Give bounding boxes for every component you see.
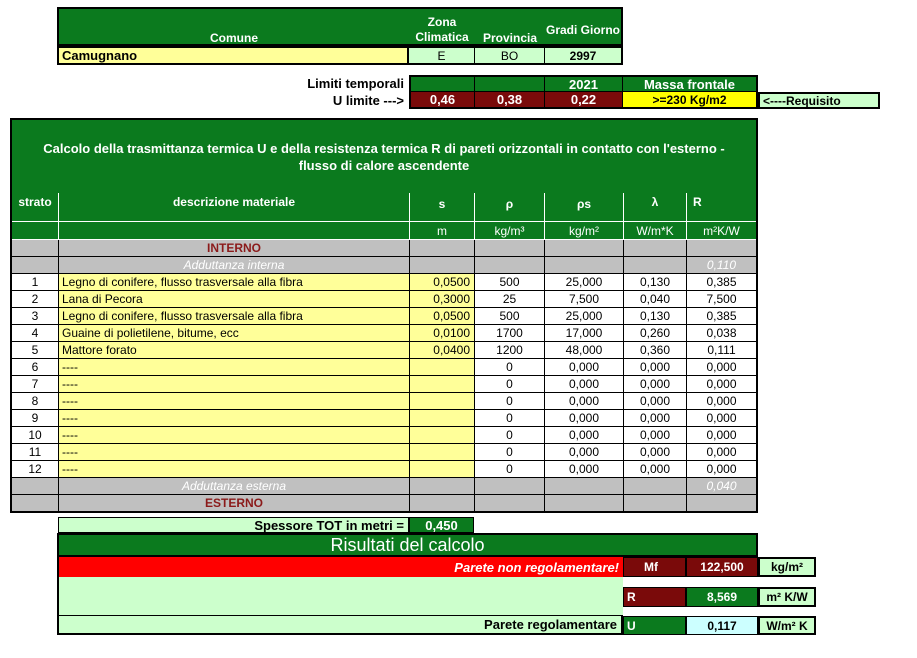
esterno-row — [12, 495, 756, 511]
zona-value: E — [409, 46, 475, 65]
adduttanza-interna-label: Adduttanza interna — [59, 257, 410, 274]
u-limite-value-3: 0,22 — [545, 92, 623, 109]
mf-label: Mf — [623, 557, 686, 577]
results-title: Risultati del calcolo — [57, 533, 758, 557]
adduttanza-esterna-label: Adduttanza esterna — [59, 478, 410, 495]
comune-input[interactable]: Camugnano — [57, 46, 409, 65]
thickness-cell[interactable] — [410, 376, 475, 393]
conductivity-cell: 0,000 — [624, 461, 687, 478]
strato-cell: 3 — [12, 308, 59, 325]
limit-slot-1 — [409, 75, 475, 92]
conductivity-cell: 0,040 — [624, 291, 687, 308]
table-row — [12, 359, 756, 376]
table-row — [12, 274, 756, 291]
unit-lambda: W/m*K — [624, 222, 687, 240]
thickness-cell[interactable]: 0,0400 — [410, 342, 475, 359]
strato-cell: 4 — [12, 325, 59, 342]
col-s: s — [410, 193, 475, 222]
mass-cell: 25,000 — [545, 308, 624, 325]
material-cell[interactable]: ---- — [59, 444, 410, 461]
u-limite-label: U limite ---> — [332, 93, 404, 108]
table-row — [12, 410, 756, 427]
density-cell: 500 — [475, 308, 545, 325]
resistance-cell: 0,000 — [687, 461, 756, 478]
ok-label: Parete regolamentare — [57, 616, 623, 635]
table-row — [12, 342, 756, 359]
material-cell[interactable]: Legno di conifere, flusso trasversale alla fibra — [59, 308, 410, 325]
material-cell[interactable]: Lana di Pecora — [59, 291, 410, 308]
col-rhos: ρs — [545, 193, 624, 222]
thickness-cell[interactable]: 0,0500 — [410, 274, 475, 291]
density-cell: 1200 — [475, 342, 545, 359]
thickness-cell[interactable] — [410, 444, 475, 461]
adduttanza-interna-value: 0,110 — [687, 257, 756, 274]
resistance-cell: 0,000 — [687, 376, 756, 393]
conductivity-cell: 0,360 — [624, 342, 687, 359]
conductivity-cell: 0,000 — [624, 376, 687, 393]
table-units-row — [12, 222, 756, 240]
strato-cell: 6 — [12, 359, 59, 376]
resistance-cell: 0,000 — [687, 393, 756, 410]
resistance-cell: 0,000 — [687, 427, 756, 444]
table-row — [12, 325, 756, 342]
mass-cell: 0,000 — [545, 444, 624, 461]
table-row — [12, 308, 756, 325]
material-cell[interactable]: Legno di conifere, flusso trasversale alla fibra — [59, 274, 410, 291]
r-label: R — [623, 587, 686, 607]
zona-label: Zona Climatica — [415, 15, 469, 44]
col-r: R — [687, 193, 756, 222]
u-value: 0,117 — [686, 616, 758, 635]
thickness-cell[interactable] — [410, 461, 475, 478]
strato-cell: 5 — [12, 342, 59, 359]
results-spacer — [57, 577, 623, 616]
resistance-cell: 0,000 — [687, 410, 756, 427]
mass-cell: 0,000 — [545, 359, 624, 376]
strato-cell: 1 — [12, 274, 59, 291]
density-cell: 500 — [475, 274, 545, 291]
unit-strato — [12, 222, 59, 240]
unit-r: m²K/W — [687, 222, 756, 240]
thickness-cell[interactable]: 0,0100 — [410, 325, 475, 342]
col-strato: strato — [12, 193, 59, 222]
conductivity-cell: 0,000 — [624, 444, 687, 461]
col-descrizione: descrizione materiale — [59, 193, 410, 222]
provincia-value: BO — [475, 46, 545, 65]
mass-cell: 25,000 — [545, 274, 624, 291]
thickness-cell[interactable] — [410, 393, 475, 410]
density-cell: 0 — [475, 444, 545, 461]
gradi-value: 2997 — [545, 46, 623, 65]
limiti-temporali-label: Limiti temporali — [307, 76, 404, 91]
mass-cell: 0,000 — [545, 393, 624, 410]
strato-cell: 10 — [12, 427, 59, 444]
mass-cell: 17,000 — [545, 325, 624, 342]
thickness-cell[interactable]: 0,3000 — [410, 291, 475, 308]
strato-cell: 12 — [12, 461, 59, 478]
conductivity-cell: 0,000 — [624, 393, 687, 410]
u-limite-value-2: 0,38 — [475, 92, 545, 109]
strato-cell: 7 — [12, 376, 59, 393]
unit-s: m — [410, 222, 475, 240]
provincia-label: Provincia — [482, 31, 538, 45]
density-cell: 0 — [475, 376, 545, 393]
table-row — [12, 461, 756, 478]
thickness-cell[interactable]: 0,0500 — [410, 308, 475, 325]
density-cell: 25 — [475, 291, 545, 308]
material-cell[interactable]: ---- — [59, 427, 410, 444]
material-cell[interactable]: Mattore forato — [59, 342, 410, 359]
mf-unit: kg/m² — [758, 557, 816, 577]
density-cell: 1700 — [475, 325, 545, 342]
table-row — [12, 393, 756, 410]
massa-requirement: >=230 Kg/m2 — [623, 92, 758, 109]
resistance-cell: 7,500 — [687, 291, 756, 308]
requisito-label: <----Requisito — [758, 92, 880, 109]
mass-cell: 0,000 — [545, 410, 624, 427]
conductivity-cell: 0,000 — [624, 359, 687, 376]
resistance-cell: 0,038 — [687, 325, 756, 342]
limit-slot-2 — [475, 75, 545, 92]
u-limite-value-1: 0,46 — [409, 92, 475, 109]
gradi-label: Gradi Giorno — [545, 22, 620, 37]
r-unit: m² K/W — [758, 587, 816, 607]
resistance-cell: 0,385 — [687, 274, 756, 291]
density-cell: 0 — [475, 427, 545, 444]
spessore-value: 0,450 — [409, 517, 474, 533]
material-cell[interactable]: ---- — [59, 410, 410, 427]
material-cell[interactable]: ---- — [59, 376, 410, 393]
r-value: 8,569 — [686, 587, 758, 607]
density-cell: 0 — [475, 393, 545, 410]
thickness-cell[interactable] — [410, 410, 475, 427]
adduttanza-esterna-value: 0,040 — [687, 478, 756, 495]
u-unit: W/m² K — [758, 616, 816, 635]
conductivity-cell: 0,000 — [624, 410, 687, 427]
esterno-label: ESTERNO — [59, 495, 410, 511]
mass-cell: 48,000 — [545, 342, 624, 359]
strato-cell: 8 — [12, 393, 59, 410]
resistance-cell: 0,000 — [687, 444, 756, 461]
adduttanza-esterna-row — [12, 478, 756, 495]
strato-cell: 9 — [12, 410, 59, 427]
calculation-table — [10, 118, 758, 513]
thickness-cell[interactable] — [410, 427, 475, 444]
unit-descrizione — [59, 222, 410, 240]
interno-row — [12, 240, 756, 257]
warning-label: Parete non regolamentare! — [57, 557, 623, 577]
comune-label: Comune — [210, 31, 258, 45]
density-cell: 0 — [475, 461, 545, 478]
unit-rhos: kg/m² — [545, 222, 624, 240]
unit-rho: kg/m³ — [475, 222, 545, 240]
material-cell[interactable]: ---- — [59, 359, 410, 376]
table-row — [12, 291, 756, 308]
strato-cell: 2 — [12, 291, 59, 308]
interno-label: INTERNO — [59, 240, 410, 257]
table-row — [12, 444, 756, 461]
resistance-cell: 0,385 — [687, 308, 756, 325]
table-title: Calcolo della trasmittanza termica U e della resistenza termica R di pareti orizzontali in contatto con l'esterno - flusso di calore ascendente — [12, 120, 756, 193]
col-rho: ρ — [475, 193, 545, 222]
conductivity-cell: 0,130 — [624, 308, 687, 325]
resistance-cell: 0,111 — [687, 342, 756, 359]
limit-year: 2021 — [545, 75, 623, 92]
resistance-cell: 0,000 — [687, 359, 756, 376]
massa-frontale-label: Massa frontale — [623, 75, 758, 92]
density-cell: 0 — [475, 359, 545, 376]
conductivity-cell: 0,130 — [624, 274, 687, 291]
strato-cell: 11 — [12, 444, 59, 461]
thickness-cell[interactable] — [410, 359, 475, 376]
density-cell: 0 — [475, 410, 545, 427]
adduttanza-interna-row — [12, 257, 756, 274]
mass-cell: 0,000 — [545, 376, 624, 393]
mf-value: 122,500 — [686, 557, 758, 577]
table-row — [12, 376, 756, 393]
conductivity-cell: 0,000 — [624, 427, 687, 444]
table-row — [12, 427, 756, 444]
material-cell[interactable]: ---- — [59, 393, 410, 410]
spessore-label: Spessore TOT in metri = — [58, 517, 409, 533]
table-header-row — [12, 193, 756, 222]
col-lambda: λ — [624, 193, 687, 222]
mass-cell: 7,500 — [545, 291, 624, 308]
layer-rows — [12, 274, 756, 478]
material-cell[interactable]: Guaine di polietilene, bitume, ecc — [59, 325, 410, 342]
mass-cell: 0,000 — [545, 427, 624, 444]
material-cell[interactable]: ---- — [59, 461, 410, 478]
mass-cell: 0,000 — [545, 461, 624, 478]
conductivity-cell: 0,260 — [624, 325, 687, 342]
u-label: U — [623, 616, 686, 635]
